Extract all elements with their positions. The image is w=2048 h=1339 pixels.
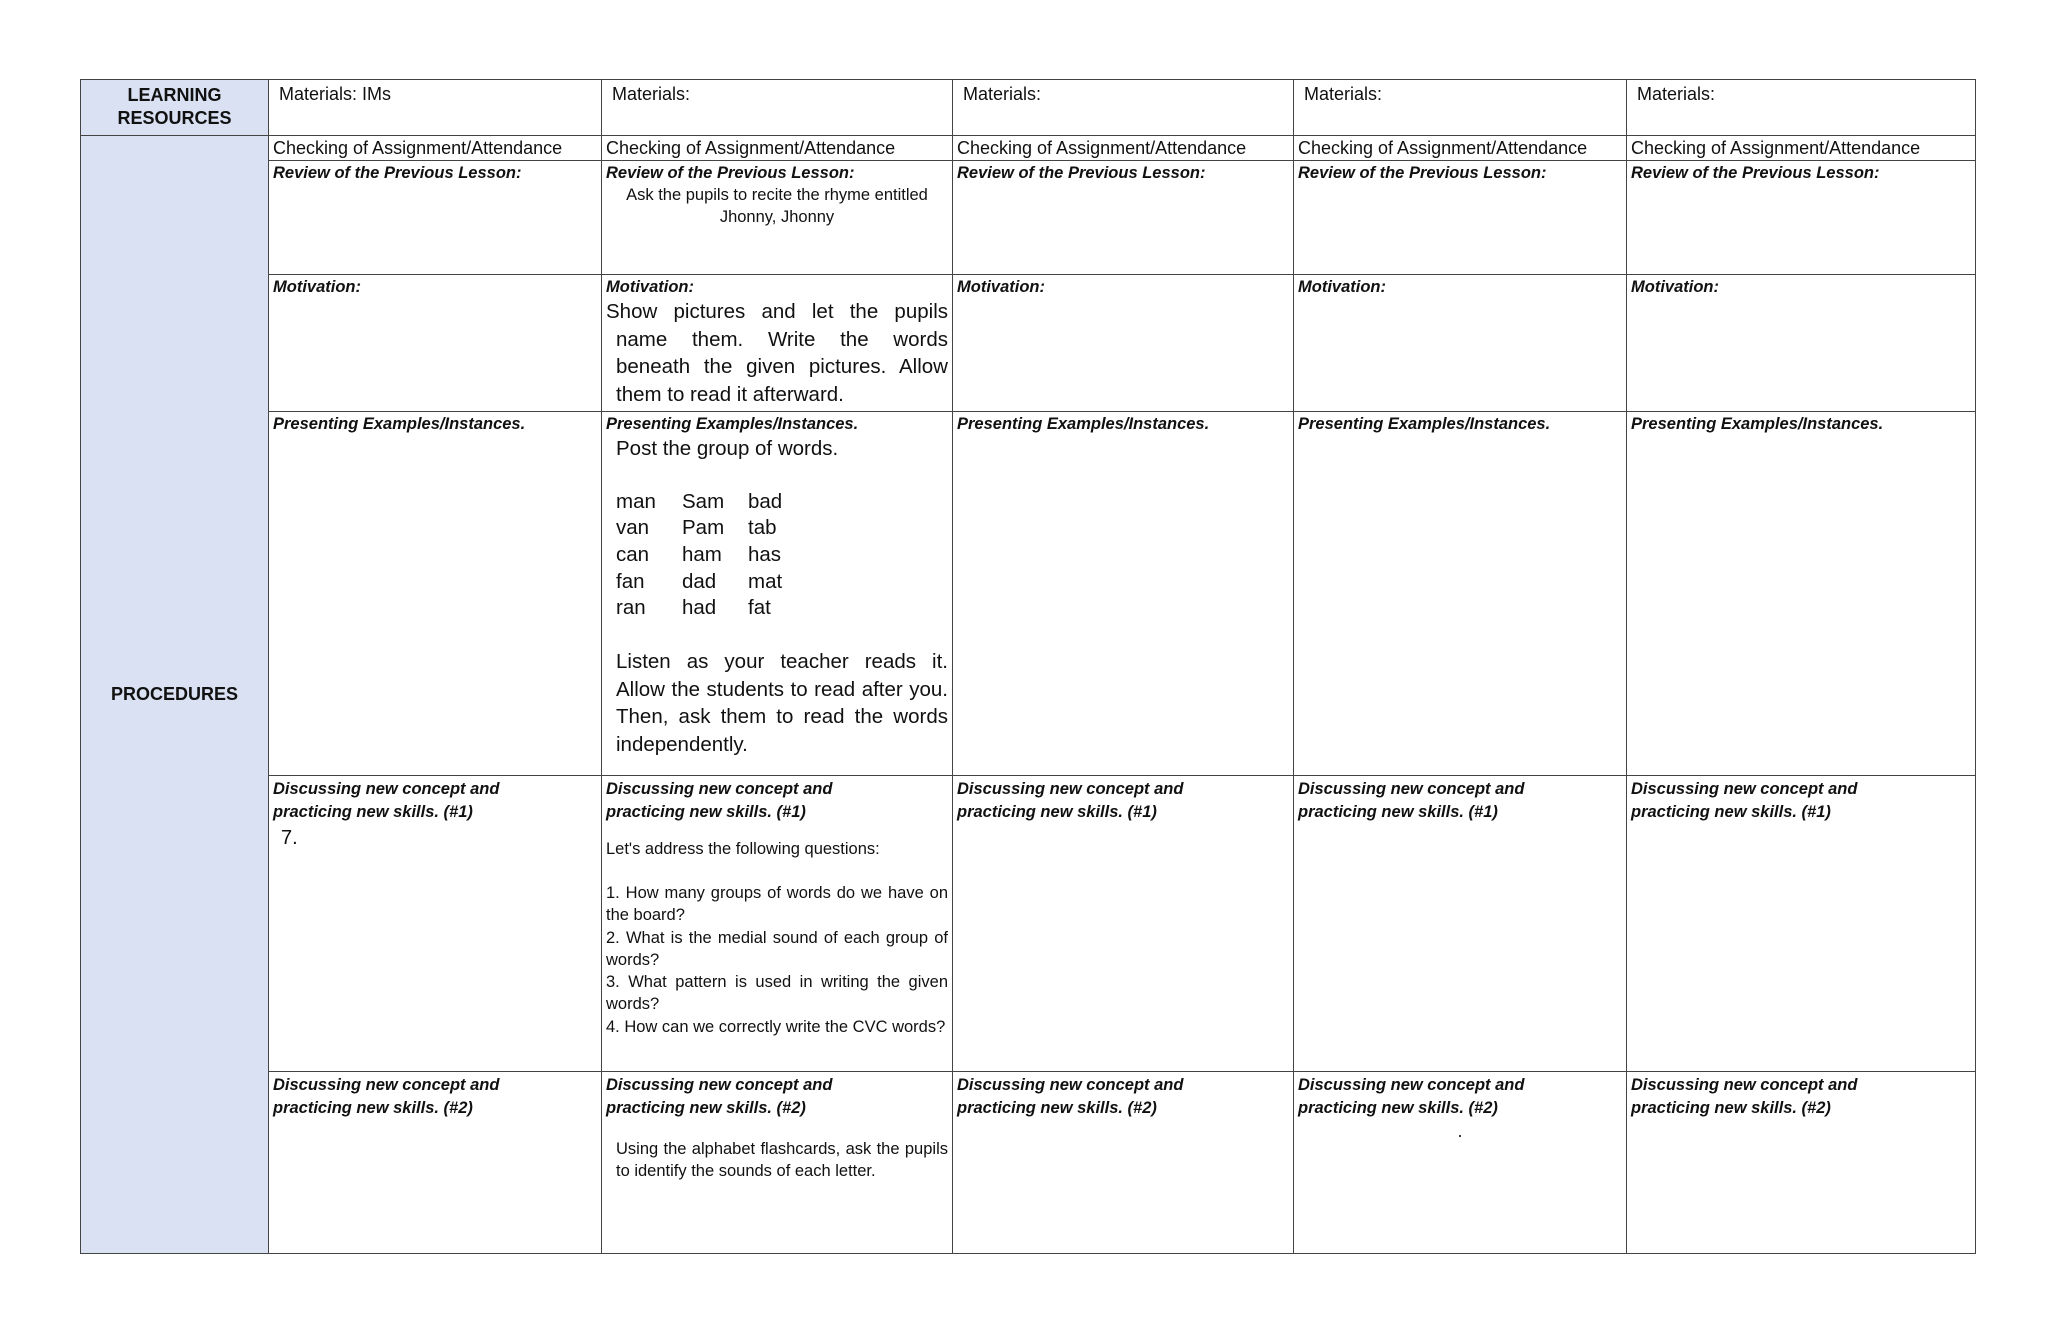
question-item: 1. How many groups of words do we have on the board?: [606, 884, 948, 925]
word: had: [682, 596, 717, 620]
learning-resources-row: [81, 80, 1976, 136]
discussing-1-col-4: [1294, 775, 1627, 1071]
word: mat: [748, 569, 783, 593]
word: has: [748, 543, 782, 567]
word: man: [616, 489, 656, 513]
word: ran: [616, 596, 646, 620]
flashcards-instruction: Using the alphabet flashcards, ask the pupils to identify the sounds of each letter.: [616, 1139, 948, 1181]
discussing-1-heading: Discussing new concept and practicing new skills. (#1): [957, 779, 1184, 821]
review-rhyme-title: Jhonny, Jhonny: [719, 208, 835, 227]
word: Sam: [682, 489, 725, 513]
presenting-heading: Presenting Examples/Instances.: [273, 414, 526, 433]
discussing-2-heading: Discussing new concept and practicing new skills. (#2): [606, 1075, 833, 1117]
word-row: [616, 595, 948, 622]
review-instruction: Ask the pupils to recite the rhyme entitled: [626, 185, 928, 204]
questions-intro: Let's address the following questions:: [606, 839, 880, 858]
discussing-2-col-2: [602, 1071, 953, 1253]
review-col-4: [1294, 160, 1627, 274]
word: can: [616, 543, 650, 567]
discussing-1-col-1: [269, 775, 602, 1071]
review-heading: Review of the Previous Lesson:: [1298, 163, 1547, 182]
discussing-1-row: [81, 775, 1976, 1071]
presenting-heading: Presenting Examples/Instances.: [606, 414, 859, 433]
question-list: [606, 882, 948, 1038]
presenting-col-3: [953, 411, 1294, 775]
discussing-2-heading: Discussing new concept and practicing new skills. (#2): [1298, 1075, 1525, 1117]
word-row: [616, 542, 948, 569]
materials-col-2: Materials:: [602, 80, 953, 136]
discussing-1-heading: Discussing new concept and practicing new skills. (#1): [1298, 779, 1525, 821]
motivation-heading: Motivation:: [606, 277, 694, 296]
review-col-3: [953, 160, 1294, 274]
word: van: [616, 516, 650, 540]
word: dad: [682, 569, 717, 593]
discussing-1-heading: Discussing new concept and practicing new skills. (#1): [1631, 779, 1858, 821]
word: ham: [682, 543, 722, 567]
word-groups: [616, 489, 948, 622]
presenting-col-1: [269, 411, 602, 775]
discussing-2-col-3: [953, 1071, 1294, 1253]
presenting-outro: Listen as your teacher reads it. Allow the students to read after you. Then, ask them to read the words independently.: [616, 649, 948, 756]
word: Pam: [682, 516, 725, 540]
presenting-col-5: [1627, 411, 1976, 775]
question-item: 2. What is the medial sound of each group of words?: [606, 928, 948, 969]
discussing-1-col-5: [1627, 775, 1976, 1071]
word: tab: [748, 516, 777, 540]
presenting-heading: Presenting Examples/Instances.: [1631, 414, 1884, 433]
checking-col-3: Checking of Assignment/Attendance: [953, 136, 1294, 161]
motivation-col-4: [1294, 274, 1627, 411]
question-item: 3. What pattern is used in writing the given words?: [606, 973, 948, 1014]
materials-col-3: Materials:: [953, 80, 1294, 136]
motivation-col-1: [269, 274, 602, 411]
presenting-heading: Presenting Examples/Instances.: [1298, 414, 1551, 433]
checking-col-1: Checking of Assignment/Attendance: [269, 136, 602, 161]
checking-row: [81, 136, 1976, 161]
word-row: [616, 489, 948, 516]
discussing-2-col-5: [1627, 1071, 1976, 1253]
motivation-col-3: [953, 274, 1294, 411]
motivation-heading: Motivation:: [1298, 277, 1386, 296]
motivation-text: Show pictures and let the pupils name them. Write the words beneath the given pictures. Allow them to read it afterward.: [606, 299, 948, 406]
checking-col-5: Checking of Assignment/Attendance: [1627, 136, 1976, 161]
presenting-intro: Post the group of words.: [616, 437, 839, 461]
review-row: [81, 160, 1976, 274]
checking-col-2: Checking of Assignment/Attendance: [602, 136, 953, 161]
lesson-plan-table: [80, 79, 1976, 1254]
word: fat: [748, 596, 771, 620]
discussing-2-heading: Discussing new concept and practicing new skills. (#2): [957, 1075, 1184, 1117]
stray-mark: .: [1457, 1120, 1463, 1141]
review-col-5: [1627, 160, 1976, 274]
review-heading: Review of the Previous Lesson:: [957, 163, 1206, 182]
review-col-2: [602, 160, 953, 274]
word-row: [616, 515, 948, 542]
presenting-col-2: [602, 411, 953, 775]
item-number: 7.: [281, 826, 298, 849]
word-row: [616, 569, 948, 596]
motivation-row: [81, 274, 1976, 411]
presenting-row: [81, 411, 1976, 775]
materials-col-4: Materials:: [1294, 80, 1627, 136]
discussing-1-heading: Discussing new concept and practicing new skills. (#1): [606, 779, 833, 821]
review-heading: Review of the Previous Lesson:: [606, 163, 855, 182]
checking-col-4: Checking of Assignment/Attendance: [1294, 136, 1627, 161]
review-col-1: [269, 160, 602, 274]
motivation-col-5: [1627, 274, 1976, 411]
review-heading: Review of the Previous Lesson:: [1631, 163, 1880, 182]
discussing-2-col-1: [269, 1071, 602, 1253]
discussing-1-col-2: [602, 775, 953, 1071]
procedures-label: PROCEDURES: [81, 136, 269, 1254]
discussing-1-heading: Discussing new concept and practicing new skills. (#1): [273, 779, 500, 821]
materials-col-5: Materials:: [1627, 80, 1976, 136]
discussing-2-row: [81, 1071, 1976, 1253]
learning-resources-label: LEARNING RESOURCES: [81, 80, 269, 136]
presenting-col-4: [1294, 411, 1627, 775]
discussing-1-col-3: [953, 775, 1294, 1071]
discussing-2-col-4: [1294, 1071, 1627, 1253]
review-heading: Review of the Previous Lesson:: [273, 163, 522, 182]
question-item: 4. How can we correctly write the CVC words?: [606, 1017, 946, 1036]
word: fan: [616, 569, 645, 593]
presenting-heading: Presenting Examples/Instances.: [957, 414, 1210, 433]
discussing-2-heading: Discussing new concept and practicing new skills. (#2): [1631, 1075, 1858, 1117]
motivation-col-2: [602, 274, 953, 411]
motivation-heading: Motivation:: [957, 277, 1045, 296]
discussing-2-heading: Discussing new concept and practicing new skills. (#2): [273, 1075, 500, 1117]
word: bad: [748, 489, 783, 513]
motivation-heading: Motivation:: [273, 277, 361, 296]
materials-col-1: Materials: IMs: [269, 80, 602, 136]
motivation-heading: Motivation:: [1631, 277, 1719, 296]
